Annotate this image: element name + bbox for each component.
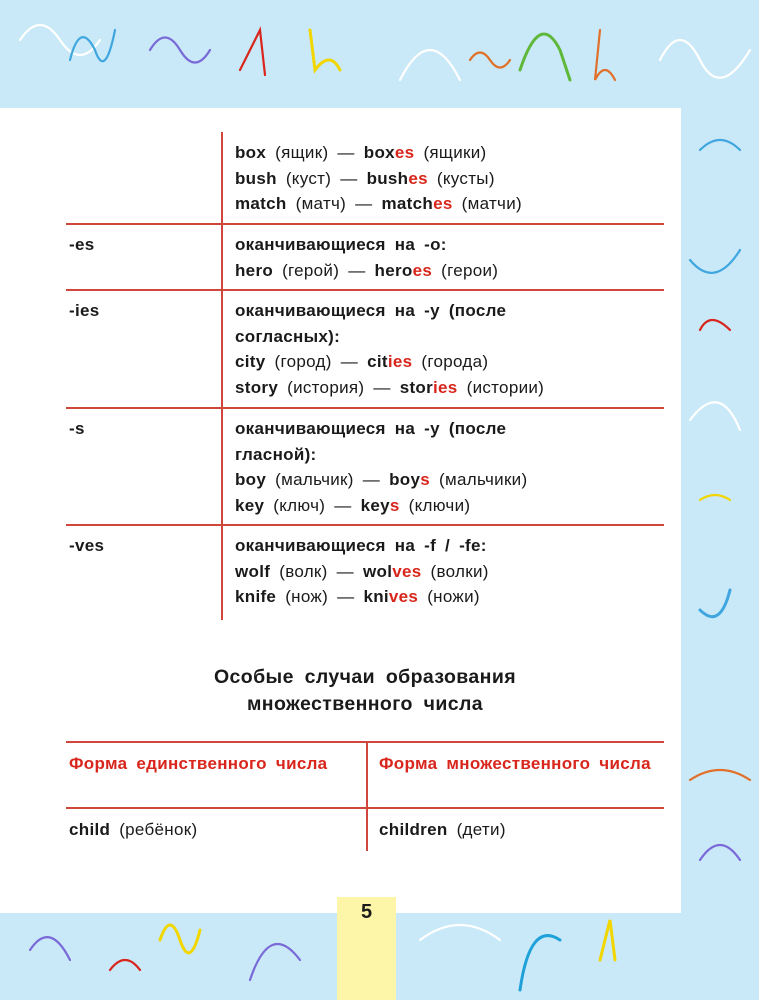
example-line — [235, 191, 595, 217]
translation: (ящик) — [275, 143, 329, 162]
example-line — [235, 349, 595, 375]
translation: (матчи) — [461, 194, 522, 213]
example-line — [235, 467, 595, 493]
dash: — — [364, 377, 400, 397]
plural-suffix: ies — [433, 377, 458, 397]
singular-word: bush — [235, 168, 277, 188]
singular-word: wolf — [235, 561, 271, 581]
example-line — [235, 258, 595, 284]
plural-stem: box — [363, 143, 395, 162]
rule-cell — [235, 533, 595, 610]
dash: — — [327, 561, 363, 581]
translation: (ножи) — [427, 587, 480, 606]
ending-cell: -es — [69, 235, 95, 254]
plural-stem: hero — [374, 260, 413, 280]
header-singular: Форма единственного числа — [69, 754, 328, 773]
example-line — [235, 493, 595, 519]
row-divider — [66, 524, 664, 526]
singular-cell — [69, 817, 197, 843]
example-line — [235, 375, 595, 401]
plural-suffix: s — [389, 495, 400, 515]
translation: (кусты) — [436, 168, 495, 188]
plural-suffix: es — [433, 194, 453, 213]
plural-stem: stor — [399, 377, 434, 397]
rule-text: оканчивающиеся на -y (после гласной): — [235, 419, 507, 464]
translation: (история) — [287, 377, 365, 397]
rule-cell — [235, 232, 595, 283]
plural-suffix: s — [420, 470, 431, 489]
singular-word: city — [235, 352, 266, 371]
rule-text: оканчивающиеся на -y (после согласных): — [235, 301, 507, 346]
dash: — — [331, 168, 367, 188]
rule-cell — [235, 140, 595, 217]
row-divider — [66, 223, 664, 225]
header-bottom-rule — [66, 807, 664, 809]
singular-word: key — [235, 495, 265, 515]
plural-suffix: ies — [387, 352, 413, 371]
plural-word: children — [379, 820, 448, 839]
row-divider — [66, 407, 664, 409]
plural-suffix: ves — [388, 587, 419, 606]
dash: — — [353, 470, 390, 489]
translation: (куст) — [285, 168, 332, 188]
translation: (волк) — [279, 561, 328, 581]
ending-cell: -s — [69, 419, 85, 438]
example-line — [235, 140, 595, 166]
plural-stem: wol — [363, 561, 393, 581]
section-title — [0, 664, 730, 718]
column-divider — [221, 132, 223, 620]
translation: (город) — [274, 352, 332, 371]
plural-suffix: es — [412, 260, 433, 280]
singular-word: child — [69, 820, 111, 839]
ending-cell: -ves — [69, 536, 105, 555]
plural-stem: key — [360, 495, 390, 515]
singular-word: boy — [235, 470, 267, 489]
plural-stem: boy — [389, 470, 421, 489]
dash: — — [346, 194, 382, 213]
translation: (ключи) — [408, 495, 471, 515]
plural-suffix: es — [408, 168, 428, 188]
translation: (ключ) — [273, 495, 326, 515]
example-line — [235, 166, 595, 192]
singular-word: box — [235, 143, 267, 162]
plural-cell — [379, 817, 506, 843]
plural-stem: bush — [366, 168, 409, 188]
translation: (мальчики) — [439, 470, 528, 489]
translation: (дети) — [456, 820, 506, 839]
rule-text: оканчивающиеся на -f / -fe: — [235, 536, 487, 555]
ending-cell: -ies — [69, 301, 100, 320]
translation: (волки) — [430, 561, 489, 581]
rule-cell — [235, 298, 595, 400]
singular-word: knife — [235, 587, 277, 606]
header-top-rule — [66, 741, 664, 743]
dash: — — [331, 352, 368, 371]
translation: (мальчик) — [275, 470, 354, 489]
singular-word: match — [235, 194, 287, 213]
translation: (истории) — [466, 377, 545, 397]
example-line — [235, 559, 595, 585]
plural-suffix: ves — [392, 561, 422, 581]
plural-suffix: es — [394, 143, 415, 162]
section-title-line: Особые случаи образования — [213, 666, 517, 688]
header-plural: Форма множественного числа — [379, 754, 651, 773]
plural-stem: kni — [363, 587, 389, 606]
dash: — — [328, 143, 364, 162]
example-line — [235, 584, 595, 610]
section-title-line: множественного числа — [246, 693, 484, 715]
translation: (герой) — [282, 260, 340, 280]
dash: — — [328, 587, 364, 606]
page-number: 5 — [360, 901, 373, 923]
dash: — — [339, 260, 375, 280]
singular-word: story — [235, 377, 279, 397]
rule-text: оканчивающиеся на -o: — [235, 235, 447, 254]
plural-stem: match — [381, 194, 434, 213]
rule-cell — [235, 416, 595, 518]
row-divider — [66, 289, 664, 291]
column-divider — [366, 741, 368, 851]
translation: (ребёнок) — [119, 820, 198, 839]
page-number-box — [337, 897, 396, 1000]
plural-stem: cit — [367, 352, 388, 371]
translation: (матч) — [295, 194, 347, 213]
singular-word: hero — [235, 260, 274, 280]
translation: (города) — [421, 352, 489, 371]
translation: (нож) — [285, 587, 329, 606]
translation: (герои) — [441, 260, 499, 280]
dash: — — [325, 495, 361, 515]
translation: (ящики) — [423, 143, 487, 162]
